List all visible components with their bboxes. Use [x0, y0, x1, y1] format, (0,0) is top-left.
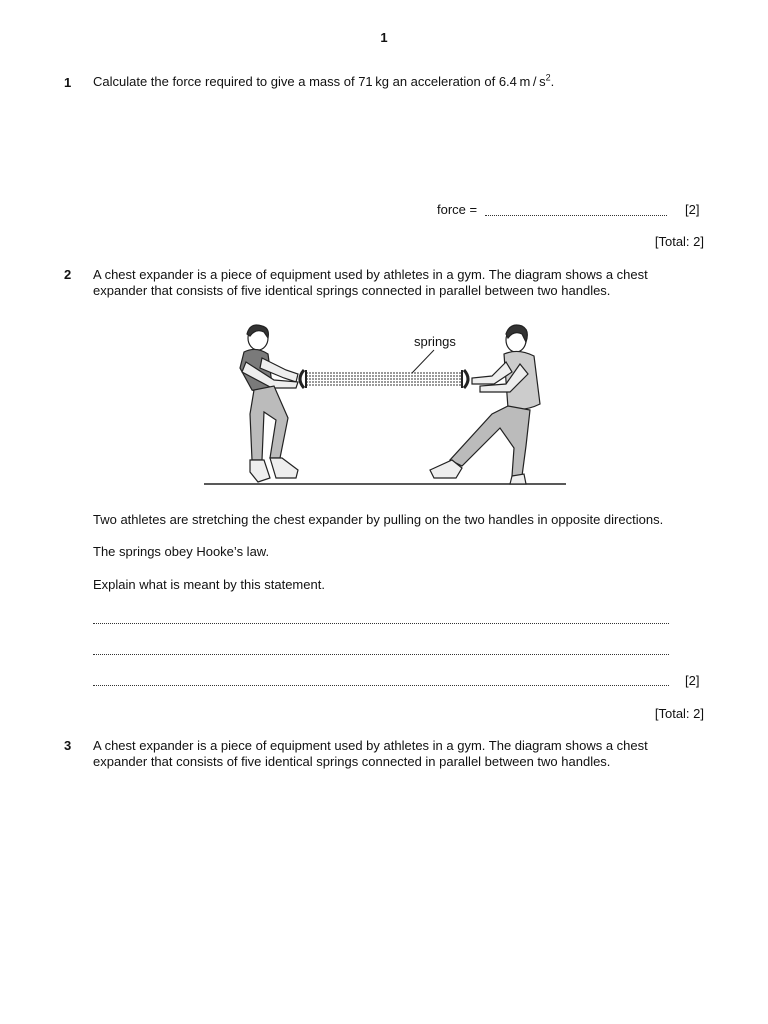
question-2-number: 2 [64, 267, 72, 282]
answer-line-1[interactable] [93, 622, 669, 624]
force-answer-row [437, 202, 667, 218]
question-2-paragraph-3: Explain what is meant by this statement. [93, 577, 325, 592]
left-handle [300, 370, 306, 388]
question-1-total: [Total: 2] [654, 234, 704, 249]
springs [306, 373, 462, 385]
question-3-intro-line-1: A chest expander is a piece of equipment used by athletes in a gym. The diagram shows a chest [93, 738, 648, 753]
question-1-superscript: 2 [545, 72, 551, 83]
answer-line-3[interactable] [93, 684, 669, 686]
question-1-text-main: Calculate the force required to give a mass of 71 kg an acceleration of 6.4 m / s [93, 74, 546, 89]
question-2-marks: [2] [685, 673, 700, 688]
springs-pointer [412, 350, 434, 373]
question-1-number: 1 [64, 75, 72, 90]
page-number: 1 [380, 30, 388, 45]
question-2-intro-line-2: expander that consists of five identical springs connected in parallel between two handles. [93, 283, 611, 298]
question-2-total: [Total: 2] [654, 706, 704, 721]
question-3-number: 3 [64, 738, 72, 753]
left-athlete [240, 325, 298, 482]
question-2-paragraph-1: Two athletes are stretching the chest expander by pulling on the two handles in opposite directions. [93, 512, 664, 527]
question-1-text [93, 74, 554, 90]
right-handle [462, 370, 468, 388]
question-2-intro-line-1: A chest expander is a piece of equipment used by athletes in a gym. The diagram shows a chest [93, 267, 648, 282]
question-2-paragraph-2: The springs obey Hooke’s law. [93, 544, 270, 559]
question-3-intro-line-2: expander that consists of five identical springs connected in parallel between two handles. [93, 754, 611, 769]
question-1-marks: [2] [685, 202, 700, 217]
springs-label: springs [414, 334, 456, 349]
question-1-text-end: . [550, 74, 555, 89]
force-answer-field[interactable] [485, 214, 667, 216]
chest-expander-diagram [200, 318, 570, 490]
answer-line-2[interactable] [93, 653, 669, 655]
force-answer-label: force = [437, 202, 481, 217]
